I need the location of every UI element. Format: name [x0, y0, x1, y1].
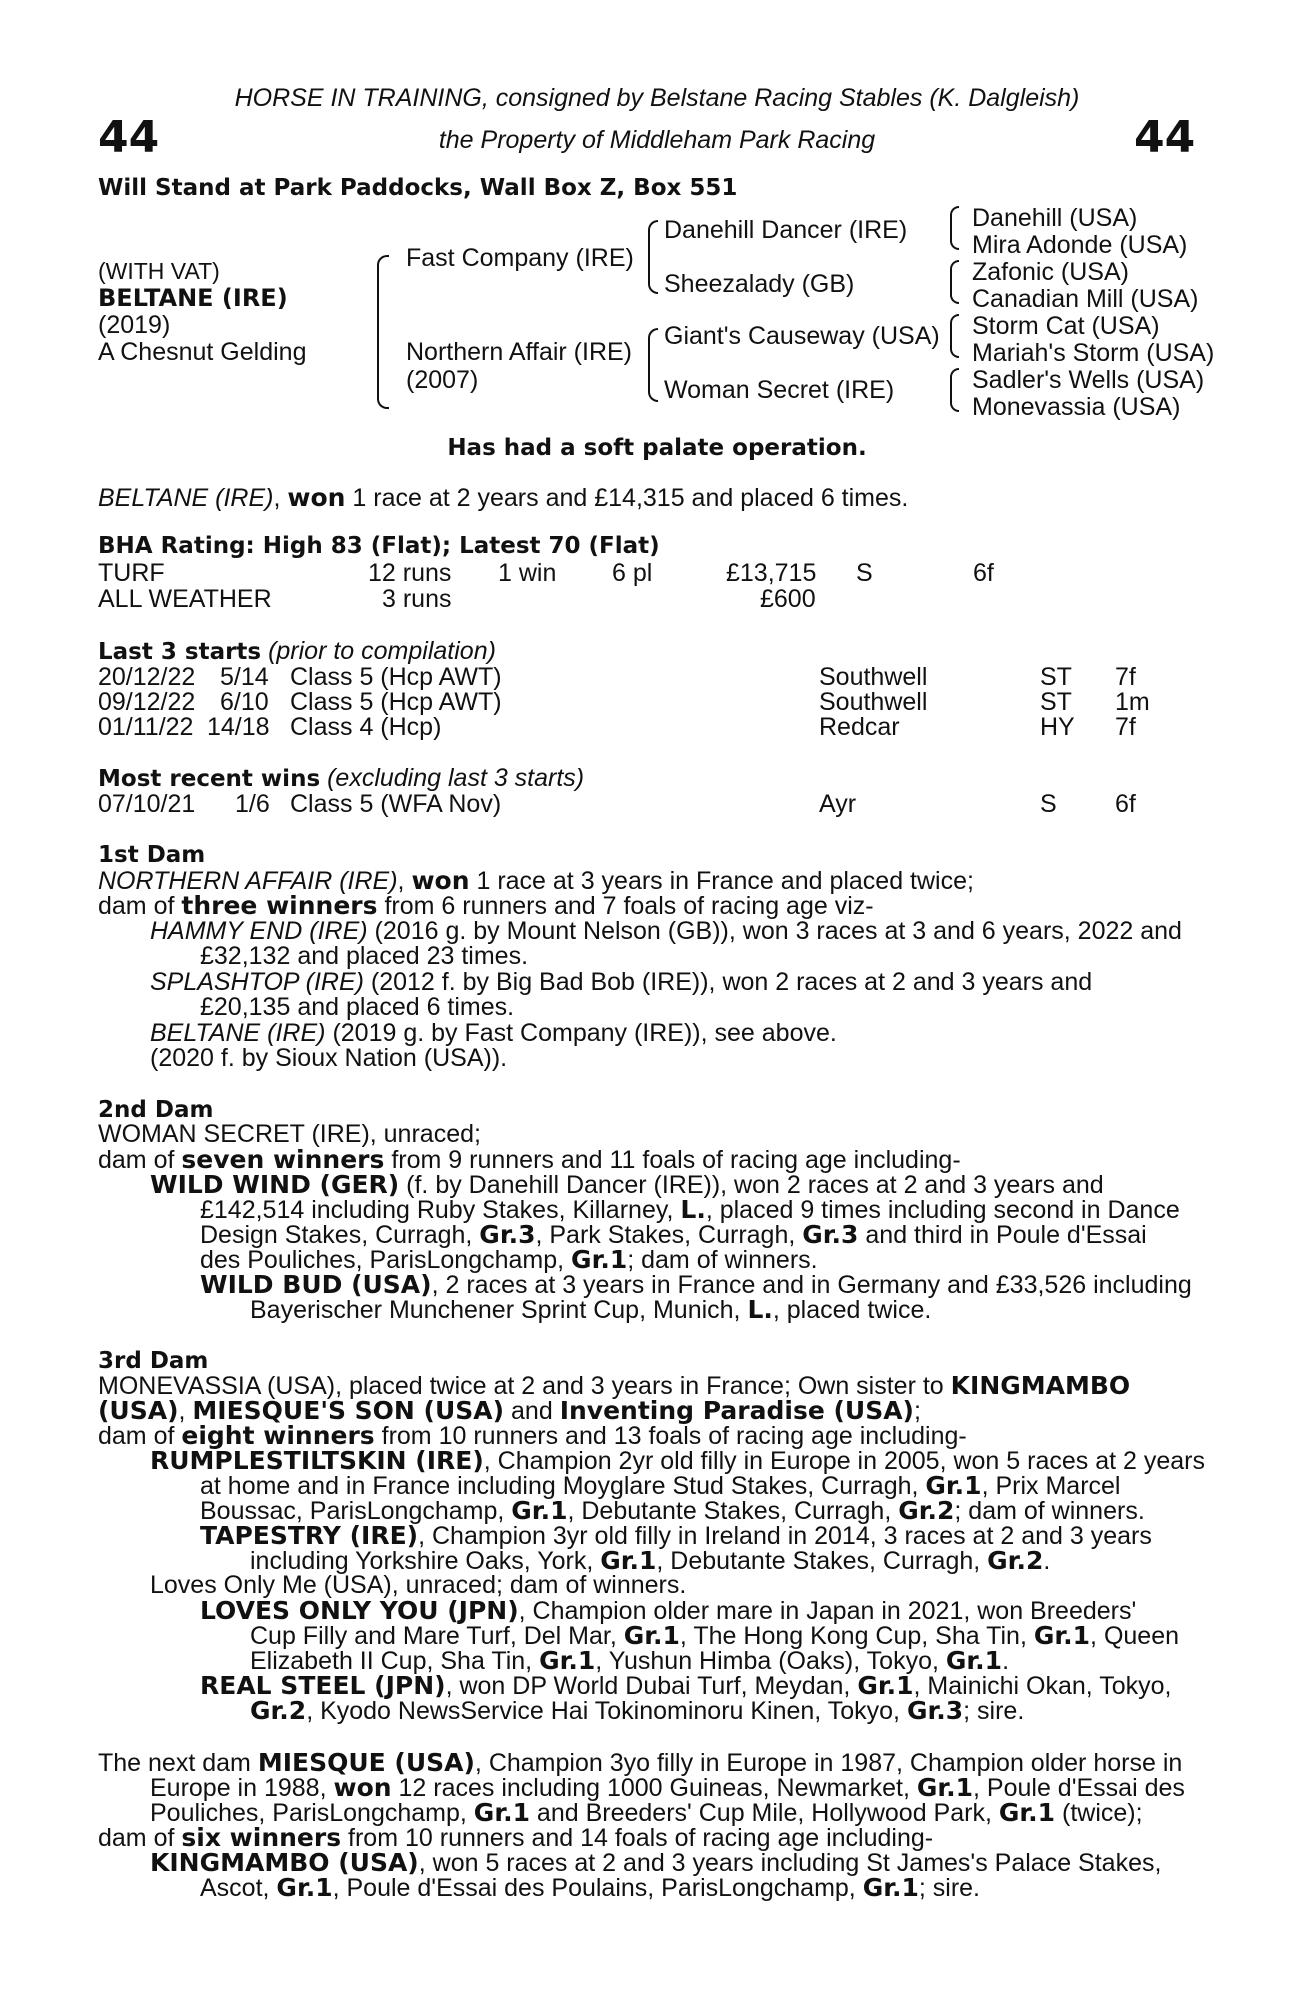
- horse-year: (2019): [98, 311, 171, 339]
- progeny-text: Design Stakes, Curragh,: [200, 1221, 480, 1249]
- start-date: 01/11/22: [98, 713, 194, 741]
- start-pos: 5/14: [220, 663, 269, 691]
- progeny-text: , Mainichi Okan, Tokyo,: [913, 1672, 1172, 1700]
- grade: Gr.1: [862, 1873, 919, 1902]
- horse-description: A Chesnut Gelding: [98, 338, 307, 366]
- start-class: Class 5 (Hcp AWT): [290, 663, 502, 691]
- dam3-text: and: [504, 1397, 560, 1425]
- progeny-line: [200, 1222, 1147, 1248]
- rating-prize: £13,715: [726, 559, 817, 587]
- progeny-line: [200, 1197, 1180, 1223]
- rating-heading: BHA Rating: High 83 (Flat); Latest 70 (Flat): [98, 533, 660, 559]
- progeny-line: [200, 1473, 1120, 1499]
- nextdam-text: Pouliches, ParisLongchamp,: [150, 1799, 474, 1827]
- dam3-relative: KINGMAMBO: [950, 1371, 1131, 1400]
- pedigree-g1: Danehill (USA): [972, 204, 1138, 232]
- progeny-line: [250, 1623, 1179, 1649]
- progeny-text: ; dam of winners.: [954, 1497, 1145, 1525]
- dam3-text: from 10 runners and 13 foals of racing age including-: [374, 1422, 967, 1450]
- progeny-text: (2016 g. by Mount Nelson (GB)), won 3 races at 3 and 6 years, 2022 and: [367, 917, 1182, 945]
- header-consignor: HORSE IN TRAINING, consigned by Belstane Racing Stables (K. Dalgleish): [234, 84, 1080, 112]
- progeny-text: , Champion 3yr old filly in Ireland in 2014, 3 races at 2 and 3 years: [418, 1522, 1152, 1550]
- start-dist: 7f: [1115, 713, 1136, 741]
- dam2-text: dam of: [98, 1146, 182, 1174]
- progeny-text: , won DP World Dubai Turf, Meydan,: [445, 1672, 858, 1700]
- progeny-text: des Pouliches, ParisLongchamp,: [200, 1246, 572, 1274]
- pedigree-brace-main: [377, 255, 389, 409]
- nextdam-text: , Champion 3yo filly in Europe in 1987, Champion older horse in: [474, 1749, 1183, 1777]
- progeny-line: Loves Only Me (USA), unraced; dam of winners.: [150, 1571, 687, 1599]
- grade: Gr.1: [539, 1646, 596, 1675]
- grade: Gr.1: [945, 1646, 1003, 1675]
- grade: Gr.1: [276, 1873, 333, 1902]
- dam1-line: [98, 893, 874, 919]
- grade: Gr.3: [802, 1220, 859, 1249]
- progeny-name: RUMPLESTILTSKIN (IRE): [150, 1446, 484, 1475]
- recent-sub: (excluding last 3 starts): [320, 764, 585, 792]
- rating-runs: 3 runs: [382, 585, 452, 613]
- start-class: Class 5 (Hcp AWT): [290, 688, 502, 716]
- progeny-text: ; sire.: [963, 1697, 1025, 1725]
- pedigree-dam-sire: Giant's Causeway (USA): [664, 322, 940, 350]
- progeny-text: , The Hong Kong Cup, Sha Tin,: [679, 1622, 1034, 1650]
- progeny-text: (f. by Danehill Dancer (IRE)), won 2 races at 2 and 3 years and: [399, 1171, 1104, 1199]
- recent-heading-line: [98, 764, 584, 793]
- grade: Gr.1: [623, 1621, 680, 1650]
- dam1-won: won: [411, 866, 470, 895]
- progeny-text: , won 5 races at 2 and 3 years including St James's Palace Stakes,: [418, 1849, 1162, 1877]
- pedigree-sire-sire: Danehill Dancer (IRE): [664, 216, 908, 244]
- grade: Gr.2: [898, 1496, 955, 1525]
- rating-placed: 6 pl: [612, 559, 653, 587]
- progeny-text: ; sire.: [918, 1874, 980, 1902]
- rating-prize: £600: [760, 585, 816, 613]
- header-property: the Property of Middleham Park Racing: [438, 126, 876, 154]
- pedigree-dam-dam: Woman Secret (IRE): [664, 376, 895, 404]
- start-going: ST: [1040, 688, 1072, 716]
- start-pos: 14/18: [207, 713, 270, 741]
- progeny-line: [250, 1297, 931, 1323]
- progeny-text: Bayerischer Munchener Sprint Cup, Munich,: [250, 1296, 748, 1324]
- progeny-text: , Park Stakes, Curragh,: [535, 1221, 803, 1249]
- progeny-line: £32,132 and placed 23 times.: [200, 942, 529, 970]
- grade: L.: [680, 1195, 706, 1224]
- pedigree-brace-g1: [950, 206, 959, 250]
- progeny-name: BELTANE (IRE): [150, 1019, 326, 1047]
- progeny-line: [200, 1673, 1172, 1699]
- progeny-text: , Debutante Stakes, Curragh,: [567, 1497, 899, 1525]
- nextdam-winners: six winners: [181, 1823, 342, 1852]
- summary-comma: ,: [273, 484, 288, 512]
- grade: L.: [747, 1295, 773, 1324]
- progeny-text: Cup Filly and Mare Turf, Del Mar,: [250, 1622, 624, 1650]
- progeny-text: Boussac, ParisLongchamp,: [200, 1497, 512, 1525]
- progeny-text: , placed 9 times including second in Dance: [705, 1196, 1180, 1224]
- progeny-text: (2012 f. by Big Bad Bob (IRE)), won 2 races at 2 and 3 years and: [363, 968, 1093, 996]
- dam1-winners: three winners: [181, 891, 378, 920]
- summary-rest: 1 race at 2 years and £14,315 and placed 6 times.: [345, 484, 909, 512]
- pedigree-g2: Mira Adonde (USA): [972, 231, 1188, 259]
- progeny-line: [200, 1272, 1192, 1298]
- start-class: Class 4 (Hcp): [290, 713, 442, 741]
- grade: Gr.1: [600, 1546, 657, 1575]
- progeny-text: (2019 g. by Fast Company (IRE)), see above.: [325, 1019, 837, 1047]
- dam3-heading: 3rd Dam: [98, 1348, 209, 1374]
- nextdam-text: and Breeders' Cup Mile, Hollywood Park,: [529, 1799, 999, 1827]
- grade: Gr.1: [1033, 1621, 1091, 1650]
- rating-surface: TURF: [98, 559, 165, 587]
- grade: Gr.1: [571, 1245, 628, 1274]
- progeny-text: , Poule d'Essai des Poulains, ParisLongchamp,: [332, 1874, 863, 1902]
- progeny-name: TAPESTRY (IRE): [200, 1521, 419, 1550]
- progeny-text: .: [1002, 1647, 1010, 1675]
- progeny-line: [150, 1448, 1205, 1474]
- progeny-text: and third in Poule d'Essai: [858, 1221, 1147, 1249]
- win-class: Class 5 (WFA Nov): [290, 790, 502, 818]
- summary-won: won: [287, 483, 346, 512]
- rating-dist: 6f: [973, 559, 994, 587]
- progeny-line: [250, 1698, 1024, 1724]
- lot-number-right: 44: [1134, 112, 1196, 163]
- pedigree-dam: Northern Affair (IRE): [406, 338, 633, 366]
- dam3-winners: eight winners: [181, 1421, 375, 1450]
- start-dist: 7f: [1115, 663, 1136, 691]
- win-pos: 1/6: [235, 790, 270, 818]
- start-going: ST: [1040, 663, 1072, 691]
- nextdam-name: MIESQUE (USA): [257, 1748, 475, 1777]
- progeny-line: [150, 919, 1182, 944]
- pedigree-g8: Monevassia (USA): [972, 393, 1181, 421]
- progeny-text: , Debutante Stakes, Curragh,: [656, 1547, 988, 1575]
- dam1-text: dam of: [98, 892, 182, 920]
- start-pos: 6/10: [220, 688, 269, 716]
- progeny-text: , placed twice.: [772, 1296, 932, 1324]
- race-summary: [98, 483, 908, 513]
- dam1-heading: 1st Dam: [98, 842, 206, 868]
- progeny-name: KINGMAMBO (USA): [150, 1848, 419, 1877]
- start-course: Redcar: [819, 713, 900, 741]
- last3-heading: Last 3 starts: [98, 639, 262, 665]
- dam2-winners: seven winners: [181, 1145, 385, 1174]
- grade: Gr.1: [473, 1798, 530, 1827]
- grade: Gr.3: [906, 1696, 964, 1725]
- grade: Gr.1: [925, 1471, 982, 1500]
- start-going: HY: [1040, 713, 1075, 741]
- last3-heading-line: [98, 637, 496, 666]
- dam3-text: ;: [913, 1397, 921, 1425]
- summary-name: BELTANE (IRE): [98, 484, 274, 512]
- win-date: 07/10/21: [98, 790, 196, 818]
- progeny-text: , Prix Marcel: [981, 1472, 1121, 1500]
- rating-going: S: [856, 559, 873, 587]
- grade: Gr.1: [916, 1773, 974, 1802]
- dam3-text: MONEVASSIA (USA), placed twice at 2 and 3 years in France; Own sister to: [98, 1372, 951, 1400]
- progeny-name: LOVES ONLY YOU (JPN): [200, 1596, 519, 1625]
- progeny-text: ; dam of winners.: [627, 1246, 818, 1274]
- pedigree-sire-dam: Sheezalady (GB): [664, 270, 855, 298]
- grade: Gr.1: [857, 1671, 914, 1700]
- progeny-line: [200, 1875, 980, 1901]
- progeny-name: REAL STEEL (JPN): [200, 1671, 446, 1700]
- progeny-name: WILD WIND (GER): [150, 1170, 400, 1199]
- lot-number-left: 44: [98, 112, 160, 163]
- progeny-text: , 2 races at 3 years in France and in Germany and £33,526 including: [431, 1271, 1192, 1299]
- start-course: Southwell: [819, 688, 928, 716]
- grade: Gr.3: [479, 1220, 536, 1249]
- dam3-relative: MIESQUE'S SON (USA): [192, 1396, 505, 1425]
- progeny-name: SPLASHTOP (IRE): [150, 968, 364, 996]
- progeny-text: including Yorkshire Oaks, York,: [250, 1547, 601, 1575]
- progeny-line: [150, 1021, 837, 1046]
- dam2-heading: 2nd Dam: [98, 1097, 214, 1123]
- pedigree-g6: Mariah's Storm (USA): [972, 339, 1215, 367]
- progeny-text: , Yushun Himba (Oaks), Tokyo,: [595, 1647, 946, 1675]
- pedigree-g7: Sadler's Wells (USA): [972, 366, 1205, 394]
- pedigree-g5: Storm Cat (USA): [972, 312, 1160, 340]
- progeny-text: Ascot,: [200, 1874, 277, 1902]
- nextdam-text: The next dam: [98, 1749, 258, 1777]
- nextdam-won: won: [333, 1773, 392, 1802]
- start-dist: 1m: [1115, 688, 1150, 716]
- dam1-text: from 6 runners and 7 foals of racing age viz-: [377, 892, 874, 920]
- nextdam-line: [98, 1750, 1182, 1776]
- dam3-text: ,: [178, 1397, 193, 1425]
- nextdam-text: , Poule d'Essai des: [973, 1774, 1185, 1802]
- grade: Gr.2: [987, 1546, 1044, 1575]
- dam3-relative: (USA): [98, 1396, 179, 1425]
- progeny-text: at home and in France including Moyglare Stud Stakes, Curragh,: [200, 1472, 926, 1500]
- vat-label: (WITH VAT): [98, 258, 220, 284]
- rating-surface: ALL WEATHER: [98, 585, 272, 613]
- win-going: S: [1040, 790, 1057, 818]
- dam1-name: NORTHERN AFFAIR (IRE): [98, 867, 398, 895]
- progeny-text: .: [1043, 1547, 1051, 1575]
- pedigree-brace-dam: [648, 328, 658, 402]
- dam1-text: ,: [397, 867, 412, 895]
- pedigree-brace-sire: [648, 220, 658, 294]
- nextdam-text: (twice);: [1055, 1799, 1143, 1827]
- win-course: Ayr: [819, 790, 857, 818]
- grade: Gr.1: [511, 1496, 568, 1525]
- nextdam-text: Europe in 1988,: [150, 1774, 334, 1802]
- nextdam-text: dam of: [98, 1824, 182, 1852]
- pedigree-sire: Fast Company (IRE): [406, 244, 634, 272]
- start-date: 09/12/22: [98, 688, 196, 716]
- start-date: 20/12/22: [98, 663, 196, 691]
- progeny-text: Elizabeth II Cup, Sha Tin,: [250, 1647, 540, 1675]
- start-course: Southwell: [819, 663, 928, 691]
- last3-sub: (prior to compilation): [261, 637, 496, 665]
- pedigree-g3: Zafonic (USA): [972, 258, 1129, 286]
- dam3-text: dam of: [98, 1422, 182, 1450]
- progeny-text: , Kyodo NewsService Hai Tokinominoru Kinen, Tokyo,: [306, 1697, 907, 1725]
- progeny-text: , Queen: [1090, 1622, 1179, 1650]
- progeny-line: [150, 1172, 1104, 1198]
- dam3-relative: Inventing Paradise (USA): [559, 1396, 914, 1425]
- pedigree-brace-g4: [950, 368, 959, 412]
- progeny-text: , Champion 2yr old filly in Europe in 2005, won 5 races at 2 years: [483, 1447, 1205, 1475]
- progeny-text: , Champion older mare in Japan in 2021, won Breeders': [518, 1597, 1137, 1625]
- dam2-text: from 9 runners and 11 foals of racing age including-: [384, 1146, 961, 1174]
- progeny-text: £142,514 including Ruby Stakes, Killarney,: [200, 1196, 681, 1224]
- pedigree-brace-g3: [950, 314, 959, 358]
- dam1-text: 1 race at 3 years in France and placed twice;: [469, 867, 974, 895]
- pedigree-dam-year: (2007): [406, 366, 479, 394]
- rating-wins: 1 win: [498, 559, 557, 587]
- recent-heading: Most recent wins: [98, 766, 321, 792]
- stand-location: Will Stand at Park Paddocks, Wall Box Z, Box 551: [98, 175, 738, 201]
- win-dist: 6f: [1115, 790, 1136, 818]
- progeny-line: (2020 f. by Sioux Nation (USA)).: [150, 1044, 508, 1072]
- soft-palate-note: Has had a soft palate operation.: [447, 435, 867, 461]
- rating-runs: 12 runs: [368, 559, 452, 587]
- progeny-line: [150, 970, 1092, 995]
- dam2-line: WOMAN SECRET (IRE), unraced;: [98, 1120, 481, 1148]
- nextdam-text: from 10 runners and 14 foals of racing age including-: [341, 1824, 934, 1852]
- nextdam-text: 12 races including 1000 Guineas, Newmarket,: [391, 1774, 917, 1802]
- grade: Gr.1: [998, 1798, 1056, 1827]
- progeny-line: £20,135 and placed 6 times.: [200, 993, 515, 1021]
- pedigree-brace-g2: [950, 260, 959, 304]
- progeny-name: HAMMY END (IRE): [150, 917, 368, 945]
- progeny-name: WILD BUD (USA): [200, 1270, 432, 1299]
- grade: Gr.2: [250, 1696, 307, 1725]
- pedigree-g4: Canadian Mill (USA): [972, 285, 1199, 313]
- horse-name: BELTANE (IRE): [98, 284, 288, 312]
